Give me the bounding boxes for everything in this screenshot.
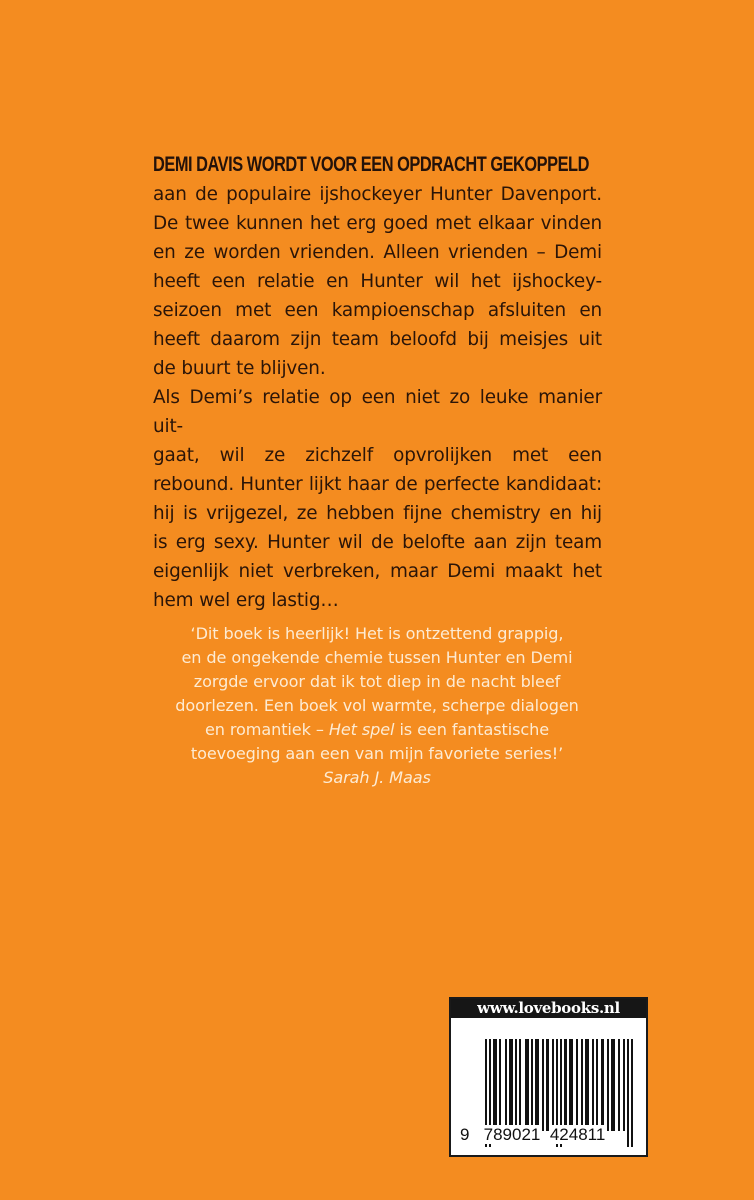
blurb-line: seizoen met een kampioenschap afsluiten en: [153, 300, 602, 321]
review-quote: [150, 622, 604, 790]
book-title: Het spel: [328, 720, 395, 739]
quote-line: ‘Dit boek is heerlijk! Het is ontzettend grappig,: [190, 624, 564, 643]
blurb-line: en ze worden vrienden. Alleen vrienden – Demi: [153, 242, 602, 263]
isbn-group-1: 789021: [483, 1125, 541, 1144]
blurb-line: de buurt te blijven.: [153, 358, 326, 379]
blurb-line: heeft daarom zijn team beloofd bij meisjes uit: [153, 329, 602, 350]
blurb-heading: DEMI DAVIS WORDT VOOR EEN OPDRACHT GEKOPPELD: [153, 153, 589, 176]
blurb-line: De twee kunnen het erg goed met elkaar vinden: [153, 213, 602, 234]
blurb-line: hem wel erg lastig…: [153, 590, 339, 611]
quote-text: en romantiek –: [204, 720, 329, 739]
blurb-line: heeft een relatie en Hunter wil het ijshockey-: [153, 271, 602, 292]
blurb-line: gaat, wil ze zichzelf opvrolijken met een: [153, 445, 602, 466]
quote-author: Sarah J. Maas: [323, 768, 431, 787]
isbn-barcode-box: [449, 997, 648, 1157]
blurb-line: hij is vrijgezel, ze hebben fijne chemistry en hij: [153, 503, 602, 524]
quote-line: [150, 718, 604, 742]
blurb-line: Als Demi’s relatie op een niet zo leuke manier uit-: [153, 387, 602, 437]
isbn-group-2: 424811: [549, 1125, 606, 1144]
blurb-line: is erg sexy. Hunter wil de belofte aan zijn team: [153, 532, 602, 553]
quote-text: is een fantastische: [394, 720, 550, 739]
quote-line: zorgde ervoor dat ik tot diep in de nacht bleef: [193, 672, 561, 691]
blurb-line: aan de populaire ijshockeyer Hunter Davenport.: [153, 184, 602, 205]
blurb-paragraph-2: [153, 383, 602, 615]
blurb-line: eigenlijk niet verbreken, maar Demi maakt het: [153, 561, 602, 582]
isbn-lead-digit: 9: [460, 1125, 470, 1144]
blurb-paragraph-1: [153, 180, 602, 383]
blurb-line: rebound. Hunter lijkt haar de perfecte kandidaat:: [153, 474, 602, 495]
quote-line: doorlezen. Een boek vol warmte, scherpe dialogen: [175, 696, 579, 715]
isbn-number: [460, 1125, 605, 1145]
quote-line: toevoeging aan een van mijn favoriete series!’: [190, 744, 564, 763]
quote-line: en de ongekende chemie tussen Hunter en Demi: [181, 648, 573, 667]
blurb-body: [153, 180, 602, 615]
back-cover-blurb: [153, 150, 602, 615]
publisher-url: www.lovebooks.nl: [451, 999, 646, 1018]
